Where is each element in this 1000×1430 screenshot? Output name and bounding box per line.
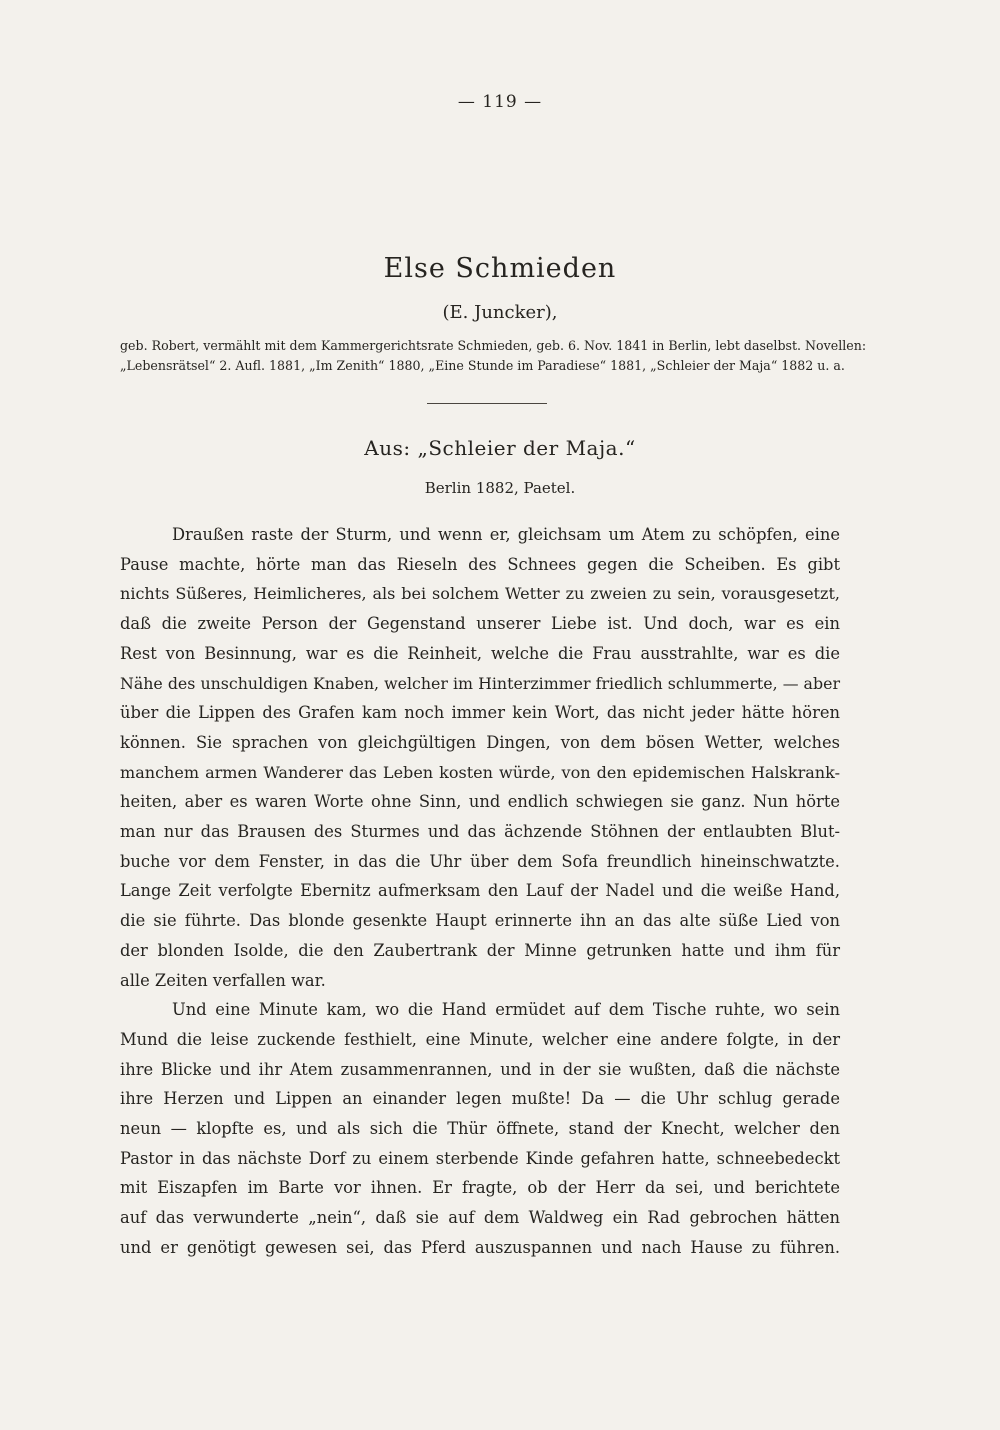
- text-line: auf das verwunderte „nein“, daß sie auf dem Waldweg ein Rad gebrochen hätten: [120, 1208, 840, 1228]
- text-line: neun — klopfte es, und als sich die Thür öffnete, stand der Knecht, welcher den: [120, 1119, 840, 1139]
- author-pseudonym: (E. Juncker),: [442, 302, 558, 323]
- biography-line: geb. Robert, vermählt mit dem Kammergerichtsrate Schmieden, geb. 6. Nov. 1841 in Berlin, lebt daselbst. Novellen:: [120, 338, 867, 353]
- text-line: der blonden Isolde, die den Zaubertrank der Minne getrunken hatte und ihm für: [120, 940, 840, 960]
- text-line: Und eine Minute kam, wo die Hand ermüdet auf dem Tische ruhte, wo sein: [172, 1000, 840, 1020]
- text-line: über die Lippen des Grafen kam noch immer kein Wort, das nicht jeder hätte hören: [120, 703, 840, 723]
- text-line: daß die zweite Person der Gegenstand unserer Liebe ist. Und doch, war es ein: [120, 614, 840, 634]
- text-line: heiten, aber es waren Worte ohne Sinn, und endlich schwiegen sie ganz. Nun hörte: [120, 792, 840, 812]
- text-line: Lange Zeit verfolgte Ebernitz aufmerksam den Lauf der Nadel und die weiße Hand,: [120, 881, 840, 901]
- publication-info: Berlin 1882, Paetel.: [424, 479, 576, 497]
- text-line: ihre Blicke und ihr Atem zusammenrannen, und in der sie wußten, daß die nächste: [120, 1059, 840, 1079]
- text-line: können. Sie sprachen von gleichgültigen Dingen, von dem bösen Wetter, welches: [120, 732, 840, 752]
- text-line: Pastor in das nächste Dorf zu einem sterbende Kinde gefahren hatte, schneebedeckt: [120, 1148, 840, 1168]
- excerpt-body: [120, 520, 840, 1263]
- text-line: Rest von Besinnung, war es die Reinheit, welche die Frau ausstrahlte, war es die: [120, 643, 840, 663]
- text-line: manchem armen Wanderer das Leben kosten würde, von den epidemischen Halskrank-: [120, 762, 840, 782]
- text-line: mit Eiszapfen im Barte vor ihnen. Er fragte, ob der Herr da sei, und berichtete: [120, 1178, 840, 1198]
- text-line: nichts Süßeres, Heimlicheres, als bei solchem Wetter zu zweien zu sein, vorausgesetzt,: [120, 584, 840, 604]
- text-line: alle Zeiten verfallen war.: [120, 970, 326, 990]
- section-divider: [427, 403, 547, 404]
- text-line: Pause machte, hörte man das Rieseln des Schnees gegen die Scheiben. Es gibt: [120, 554, 840, 574]
- biography-line: „Lebensrätsel“ 2. Aufl. 1881, „Im Zenith“ 1880, „Eine Stunde im Paradiese“ 1881, „Schleier der Maja“ 1882 u. a.: [120, 358, 845, 373]
- author-name: Else Schmieden: [383, 253, 617, 284]
- text-line: Nähe des unschuldigen Knaben, welcher im Hinterzimmer friedlich schlummerte, — aber: [120, 673, 840, 693]
- text-line: Draußen raste der Sturm, und wenn er, gleichsam um Atem zu schöpfen, eine: [172, 525, 840, 544]
- text-line: die sie führte. Das blonde gesenkte Haupt erinnerte ihn an das alte süße Lied von: [120, 911, 840, 931]
- text-line: Mund die leise zuckende festhielt, eine Minute, welcher eine andere folgte, in der: [120, 1029, 840, 1049]
- author-biography: [120, 336, 890, 376]
- text-line: und er genötigt gewesen sei, das Pferd auszuspannen und nach Hause zu führen.: [120, 1237, 840, 1257]
- page-number: — 119 —: [457, 92, 543, 112]
- text-line: man nur das Brausen des Sturmes und das ächzende Stöhnen der entlaubten Blut-: [120, 822, 840, 842]
- excerpt-title: Aus: „Schleier der Maja.“: [364, 436, 636, 460]
- text-line: ihre Herzen und Lippen an einander legen mußte! Da — die Uhr schlug gerade: [120, 1089, 840, 1109]
- text-line: buche vor dem Fenster, in das die Uhr über dem Sofa freundlich hineinschwatzte.: [120, 851, 840, 871]
